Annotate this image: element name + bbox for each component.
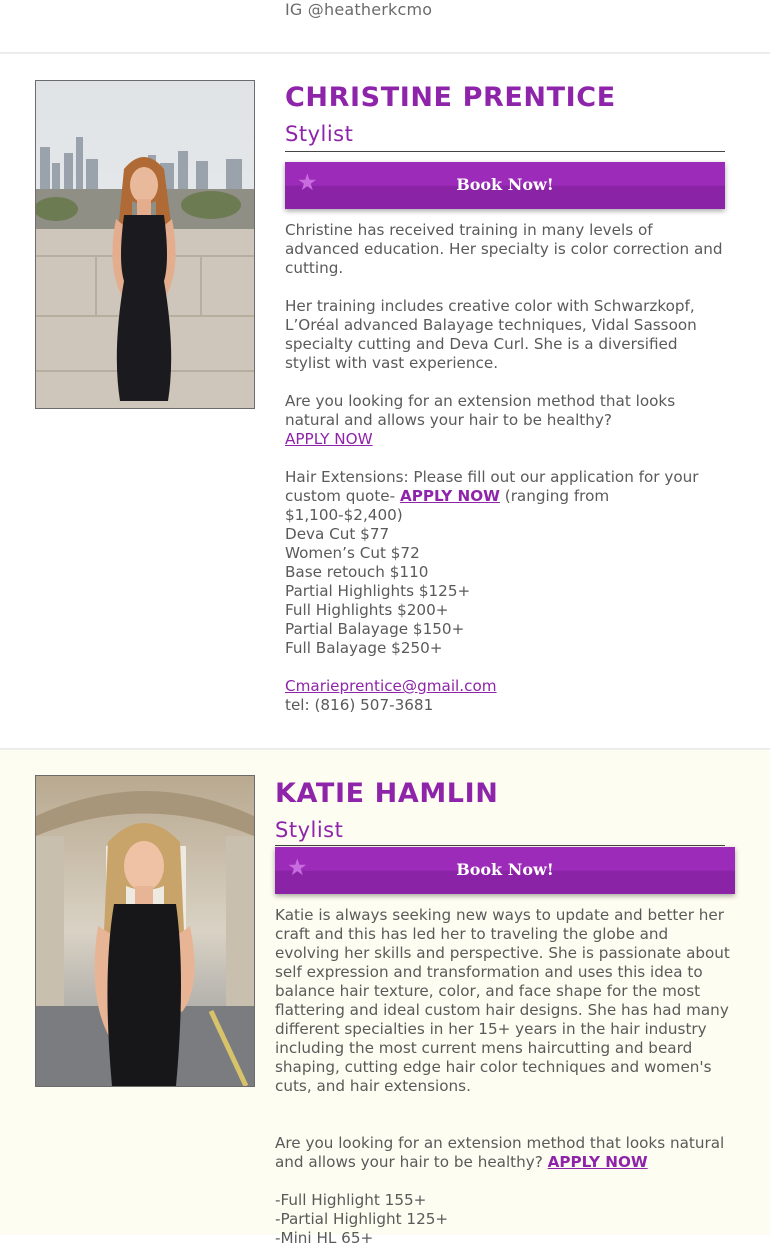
katie-portrait-image — [36, 776, 254, 1086]
extensions-range: (ranging from $1,100-$2,400) — [285, 487, 610, 524]
price-item: Base retouch $110 — [285, 563, 429, 581]
previous-profile-footer — [0, 0, 770, 52]
email-link[interactable]: Cmarieprentice@gmail.com — [285, 677, 497, 695]
price-item: Women’s Cut $72 — [285, 544, 420, 562]
book-now-button[interactable] — [285, 162, 725, 209]
bio-paragraph: Christine has received training in many levels of advanced education. Her specialty is color correction and cutting. — [285, 221, 723, 277]
stylist-profile-katie — [0, 750, 770, 1247]
apply-now-link[interactable]: APPLY NOW — [547, 1153, 648, 1171]
book-now-button[interactable] — [275, 847, 735, 894]
extensions-text: Hair Extensions: Please fill out our application for your custom quote- — [285, 468, 699, 505]
extension-question: Are you looking for an extension method that looks natural and allows your hair to be healthy? — [285, 392, 676, 429]
price-item: -Mini HL 65+ — [275, 1229, 374, 1247]
star-icon: ★ — [287, 855, 308, 881]
price-item: -Full Highlight 155+ — [275, 1191, 427, 1209]
stylist-photo-katie — [35, 775, 255, 1087]
extensions-info — [285, 468, 725, 525]
stylist-profile-christine — [0, 54, 770, 748]
title-underline — [275, 845, 725, 846]
price-item: Full Balayage $250+ — [285, 639, 443, 657]
price-item: Partial Highlights $125+ — [285, 582, 471, 600]
stylist-photo-christine — [35, 80, 255, 409]
extension-question-text: Are you looking for an extension method that looks natural and allows your hair to be healthy? — [275, 1134, 725, 1171]
instagram-handle: IG @heatherkcmo — [285, 0, 433, 19]
apply-now-link[interactable]: APPLY NOW — [399, 487, 500, 505]
stylist-role: Stylist — [285, 122, 354, 146]
stylist-role: Stylist — [275, 818, 344, 842]
stylist-bio — [275, 906, 730, 1248]
price-item: Partial Balayage $150+ — [285, 620, 465, 638]
bio-paragraph: Her training includes creative color with Schwarzkopf, L’Oréal advanced Balayage techniques, Vidal Sassoon specialty cutting and Deva Curl. She is a diversified stylist with vast experience. — [285, 297, 697, 372]
book-now-label: Book Now! — [456, 860, 554, 879]
stylist-bio — [285, 221, 725, 715]
phone-number: tel: (816) 507-3681 — [285, 696, 434, 714]
star-icon: ★ — [297, 170, 318, 196]
price-item: Full Highlights $200+ — [285, 601, 449, 619]
book-now-label: Book Now! — [456, 175, 554, 194]
stylist-name: KATIE HAMLIN — [275, 778, 499, 809]
title-underline — [285, 151, 725, 152]
christine-portrait-image — [36, 81, 254, 408]
price-item: Deva Cut $77 — [285, 525, 390, 543]
apply-now-link[interactable]: APPLY NOW — [285, 430, 373, 448]
extension-question — [275, 1134, 730, 1172]
stylist-name: CHRISTINE PRENTICE — [285, 82, 616, 113]
price-item: -Partial Highlight 125+ — [275, 1210, 449, 1228]
bio-paragraph: Katie is always seeking new ways to update and better her craft and this has led her to traveling the globe and evolving her skills and perspective. She is passionate about self expression and transformation and uses this idea to balance hair texture, color, and face shape for the most flattering and ideal custom hair designs. She has had many different specialties in her 15+ years in the hair industry including the most current mens haircutting and beard shaping, cutting edge hair color techniques and women's cuts, and hair extensions. — [275, 906, 730, 1095]
